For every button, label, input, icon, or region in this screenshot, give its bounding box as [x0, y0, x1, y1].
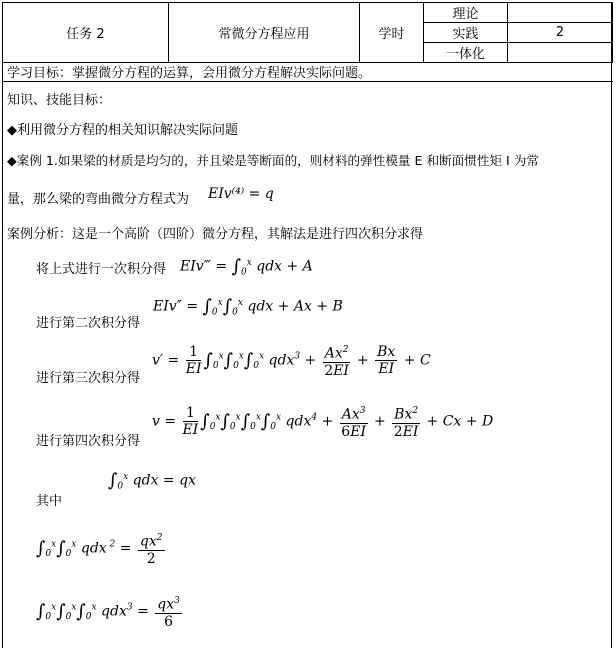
beam-equation: EIv⁽⁴⁾ = q: [208, 186, 274, 202]
case-text-line1: ◆案例 1.如果梁的材质是均匀的，并且梁是等断面的，则材料的弹性模量 E 和断面惯性矩 I 为常: [7, 153, 539, 168]
hours-practice: 2: [508, 23, 613, 43]
learning-objective: 学习目标：掌握微分方程的运算，会用微分方程解决实际问题。: [7, 66, 372, 81]
step-1-label: 将上式进行一次积分得: [36, 262, 167, 277]
case-text-line2: 量，那么梁的弯曲微分方程式为: [7, 192, 190, 207]
step-3-label: 进行第三次积分得: [36, 371, 141, 386]
integral-formula-1: $\int_0^x$ qdx = qx: [108, 470, 196, 492]
hours-label: 学时: [360, 3, 424, 63]
type-practice: 实践: [424, 23, 508, 43]
where-label: 其中: [36, 494, 63, 509]
divider: [2, 81, 613, 82]
header-table: [2, 2, 613, 63]
step-2-formula: $EIv'' = \int_0^x\int_0^x$ qdx + Ax + B: [153, 296, 343, 318]
skills-heading: 知识、技能目标：: [7, 93, 112, 108]
hours-theory: [508, 3, 613, 23]
task-name: 常微分方程应用: [169, 3, 360, 63]
step-4-label: 进行第四次积分得: [36, 434, 141, 449]
task-label: 任务 2: [3, 3, 169, 63]
hours-integrated: [508, 43, 613, 63]
integral-formula-3: $\int_0^x\int_0^x\int_0^x$ qdx$^3$ = $\frac{qx^3}{6}$: [36, 593, 184, 630]
case-analysis: 案例分析：这是一个高阶（四阶）微分方程，其解法是进行四次积分求得: [7, 227, 424, 242]
step-2-label: 进行第二次积分得: [36, 316, 141, 331]
type-theory: 理论: [424, 3, 508, 23]
step-1-formula: EIv‴ = $\int_0^x$ qdx + A: [180, 256, 313, 278]
type-integrated: 一体化: [424, 43, 508, 63]
integral-formula-2: $\int_0^x\int_0^x$ qdx $^2$ = $\frac{qx^2}{2}$: [36, 530, 167, 567]
step-4-formula: v = $\frac{1}{EI}$ $\int_0^x\int_0^x\int_0^x\int_0^x$ qdx$^4$ + $\frac{Ax^3}{6EI}$ + $\frac{Bx^2}{2EI}$ + Cx + D: [152, 404, 494, 440]
bullet-item: ◆利用微分方程的相关知识解决实际问题: [7, 123, 238, 138]
step-3-formula: v′ = $\frac{1}{EI}$ $\int_0^x\int_0^x\int_0^x$ qdx$^3$ + $\frac{Ax^2}{2EI}$ + $\frac{Bx}{EI}$ + C: [152, 343, 431, 379]
